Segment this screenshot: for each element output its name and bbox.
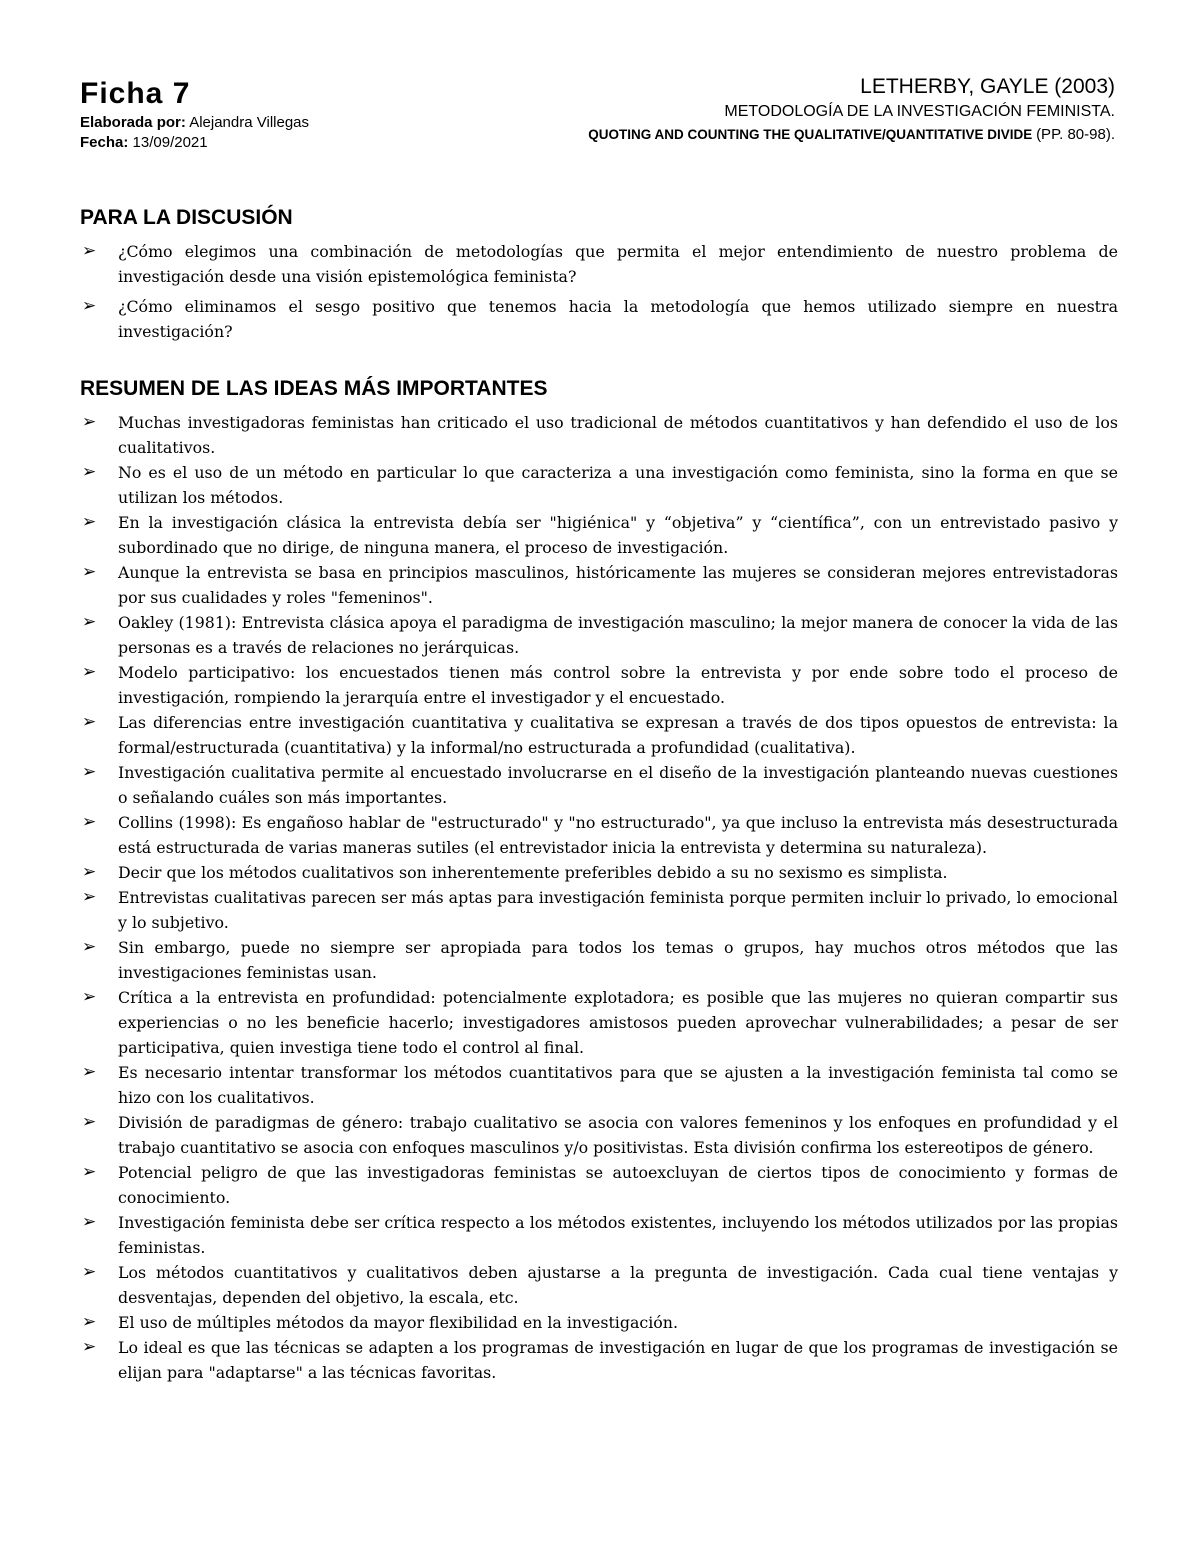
- source-author: LETHERBY, GAYLE (2003): [860, 75, 1115, 98]
- list-item-text: Las diferencias entre investigación cuantitativa y cualitativa se expresan a través de dos tipos opuestos de entrevista: la formal/estructurada (cuantitativa) y la informal/no estructurada a profundidad (cualitativa).: [118, 713, 1118, 757]
- list-item: [80, 510, 1118, 560]
- list-item: [80, 294, 1118, 344]
- list-item: [80, 239, 1118, 289]
- document-header: [80, 75, 1115, 165]
- list-item: [80, 985, 1118, 1060]
- arrow-bullet-icon: ➢: [82, 662, 97, 682]
- discussion-title: PARA LA DISCUSIÓN: [80, 206, 293, 229]
- page-title: Ficha 7: [80, 77, 191, 110]
- list-item-text: Decir que los métodos cualitativos son inherentemente preferibles debido a su no sexismo es simplista.: [118, 863, 948, 882]
- arrow-bullet-icon: ➢: [82, 1112, 97, 1132]
- list-item-text: Potencial peligro de que las investigadoras feministas se autoexcluyan de ciertos tipos de conocimiento y formas de conocimiento.: [118, 1163, 1118, 1207]
- list-item-text: Investigación cualitativa permite al encuestado involucrarse en el diseño de la investigación planteando nuevas cuestiones o señalando cuáles son más importantes.: [118, 763, 1118, 807]
- author-label: Elaborada por:: [80, 114, 186, 131]
- arrow-bullet-icon: ➢: [82, 241, 97, 261]
- arrow-bullet-icon: ➢: [82, 762, 97, 782]
- list-item-text: El uso de múltiples métodos da mayor flexibilidad en la investigación.: [118, 1313, 678, 1332]
- list-item-text: En la investigación clásica la entrevista debía ser "higiénica" y “objetiva” y “científica”, con un entrevistado pasivo y subordinado que no dirige, de ninguna manera, el proceso de investigación.: [118, 513, 1118, 557]
- list-item: [80, 860, 1118, 885]
- list-item: [80, 610, 1118, 660]
- arrow-bullet-icon: ➢: [82, 1312, 97, 1332]
- list-item-text: Es necesario intentar transformar los métodos cuantitativos para que se ajusten a la investigación feminista tal como se hizo con los cualitativos.: [118, 1063, 1118, 1107]
- summary-title: RESUMEN DE LAS IDEAS MÁS IMPORTANTES: [80, 377, 548, 400]
- list-item-text: Collins (1998): Es engañoso hablar de "estructurado" y "no estructurado", ya que incluso la entrevista más desestructurada está estructurada de varias maneras sutiles (el entrevistador inicia la entrevista y determina su naturaleza).: [118, 813, 1118, 857]
- date-label: Fecha:: [80, 134, 129, 151]
- arrow-bullet-icon: ➢: [82, 987, 97, 1007]
- list-item-text: Oakley (1981): Entrevista clásica apoya el paradigma de investigación masculino; la mejor manera de conocer la vida de las personas es a través de relaciones no jerárquicas.: [118, 613, 1118, 657]
- summary-section: [80, 376, 1118, 1385]
- arrow-bullet-icon: ➢: [82, 296, 97, 316]
- list-item: [80, 1210, 1118, 1260]
- list-item: [80, 810, 1118, 860]
- list-item-text: Muchas investigadoras feministas han criticado el uso tradicional de métodos cuantitativos y han defendido el uso de los cualitativos.: [118, 413, 1118, 457]
- arrow-bullet-icon: ➢: [82, 812, 97, 832]
- arrow-bullet-icon: ➢: [82, 412, 97, 432]
- list-item-text: Sin embargo, puede no siempre ser apropiada para todos los temas o grupos, hay muchos otros métodos que las investigaciones feministas usan.: [118, 938, 1118, 982]
- arrow-bullet-icon: ➢: [82, 1212, 97, 1232]
- list-item: [80, 710, 1118, 760]
- list-item: [80, 1060, 1118, 1110]
- list-item-text: Investigación feminista debe ser crítica respecto a los métodos existentes, incluyendo los métodos utilizados por las propias feministas.: [118, 1213, 1118, 1257]
- source-chapter: [588, 125, 1115, 145]
- list-item-text: Aunque la entrevista se basa en principios masculinos, históricamente las mujeres se consideran mejores entrevistadoras por sus cualidades y roles "femeninos".: [118, 563, 1118, 607]
- list-item: [80, 1310, 1118, 1335]
- list-item-text: Entrevistas cualitativas parecen ser más aptas para investigación feminista porque permiten incluir lo privado, lo emocional y lo subjetivo.: [118, 888, 1118, 932]
- arrow-bullet-icon: ➢: [82, 512, 97, 532]
- list-item: [80, 460, 1118, 510]
- source-pages: (PP. 80-98).: [1036, 126, 1115, 143]
- list-item: [80, 1335, 1118, 1385]
- header-left: [80, 75, 309, 153]
- arrow-bullet-icon: ➢: [82, 887, 97, 907]
- arrow-bullet-icon: ➢: [82, 862, 97, 882]
- arrow-bullet-icon: ➢: [82, 937, 97, 957]
- list-item-text: Lo ideal es que las técnicas se adapten a los programas de investigación en lugar de que los programas de investigación se elijan para "adaptarse" a las técnicas favoritas.: [118, 1338, 1118, 1382]
- list-item-text: División de paradigmas de género: trabajo cualitativo se asocia con valores femeninos y los enfoques en profundidad y el trabajo cuantitativo se asocia con enfoques masculinos y/o positivistas. Esta división confirma los estereotipos de género.: [118, 1113, 1118, 1157]
- list-item-text: No es el uso de un método en particular lo que caracteriza a una investigación como feminista, sino la forma en que se utilizan los métodos.: [118, 463, 1118, 507]
- discussion-section: [80, 205, 1118, 349]
- arrow-bullet-icon: ➢: [82, 562, 97, 582]
- list-item: [80, 885, 1118, 935]
- date-value: 13/09/2021: [132, 134, 208, 151]
- source-chapter-title: QUOTING AND COUNTING THE QUALITATIVE/QUANTITATIVE DIVIDE: [588, 127, 1033, 142]
- date-line: [80, 133, 309, 153]
- arrow-bullet-icon: ➢: [82, 462, 97, 482]
- arrow-bullet-icon: ➢: [82, 712, 97, 732]
- list-item-text: ¿Cómo eliminamos el sesgo positivo que tenemos hacia la metodología que hemos utilizado siempre en nuestra investigación?: [118, 297, 1118, 341]
- list-item-text: Modelo participativo: los encuestados tienen más control sobre la entrevista y por ende sobre todo el proceso de investigación, rompiendo la jerarquía entre el investigador y el encuestado.: [118, 663, 1118, 707]
- summary-list: [80, 410, 1118, 1385]
- list-item: [80, 935, 1118, 985]
- list-item: [80, 410, 1118, 460]
- list-item: [80, 760, 1118, 810]
- list-item: [80, 1260, 1118, 1310]
- header-right: [588, 75, 1115, 145]
- list-item-text: Crítica a la entrevista en profundidad: potencialmente explotadora; es posible que las mujeres no quieran compartir sus experiencias o no les beneficie hacerlo; investigadores amistosos pueden aprovechar vulnerabilidades; a pesar de ser participativa, quien investiga tiene todo el control al final.: [118, 988, 1118, 1057]
- arrow-bullet-icon: ➢: [82, 1337, 97, 1357]
- author-line: [80, 113, 309, 133]
- list-item-text: Los métodos cuantitativos y cualitativos deben ajustarse a la pregunta de investigación. Cada cual tiene ventajas y desventajas, dependen del objetivo, la escala, etc.: [118, 1263, 1118, 1307]
- author-name: Alejandra Villegas: [189, 114, 310, 131]
- source-book: METODOLOGÍA DE LA INVESTIGACIÓN FEMINISTA.: [724, 103, 1115, 120]
- list-item: [80, 1110, 1118, 1160]
- list-item: [80, 1160, 1118, 1210]
- list-item-text: ¿Cómo elegimos una combinación de metodologías que permita el mejor entendimiento de nuestro problema de investigación desde una visión epistemológica feminista?: [118, 242, 1118, 286]
- arrow-bullet-icon: ➢: [82, 1162, 97, 1182]
- discussion-list: [80, 239, 1118, 344]
- arrow-bullet-icon: ➢: [82, 612, 97, 632]
- list-item: [80, 660, 1118, 710]
- arrow-bullet-icon: ➢: [82, 1062, 97, 1082]
- list-item: [80, 560, 1118, 610]
- arrow-bullet-icon: ➢: [82, 1262, 97, 1282]
